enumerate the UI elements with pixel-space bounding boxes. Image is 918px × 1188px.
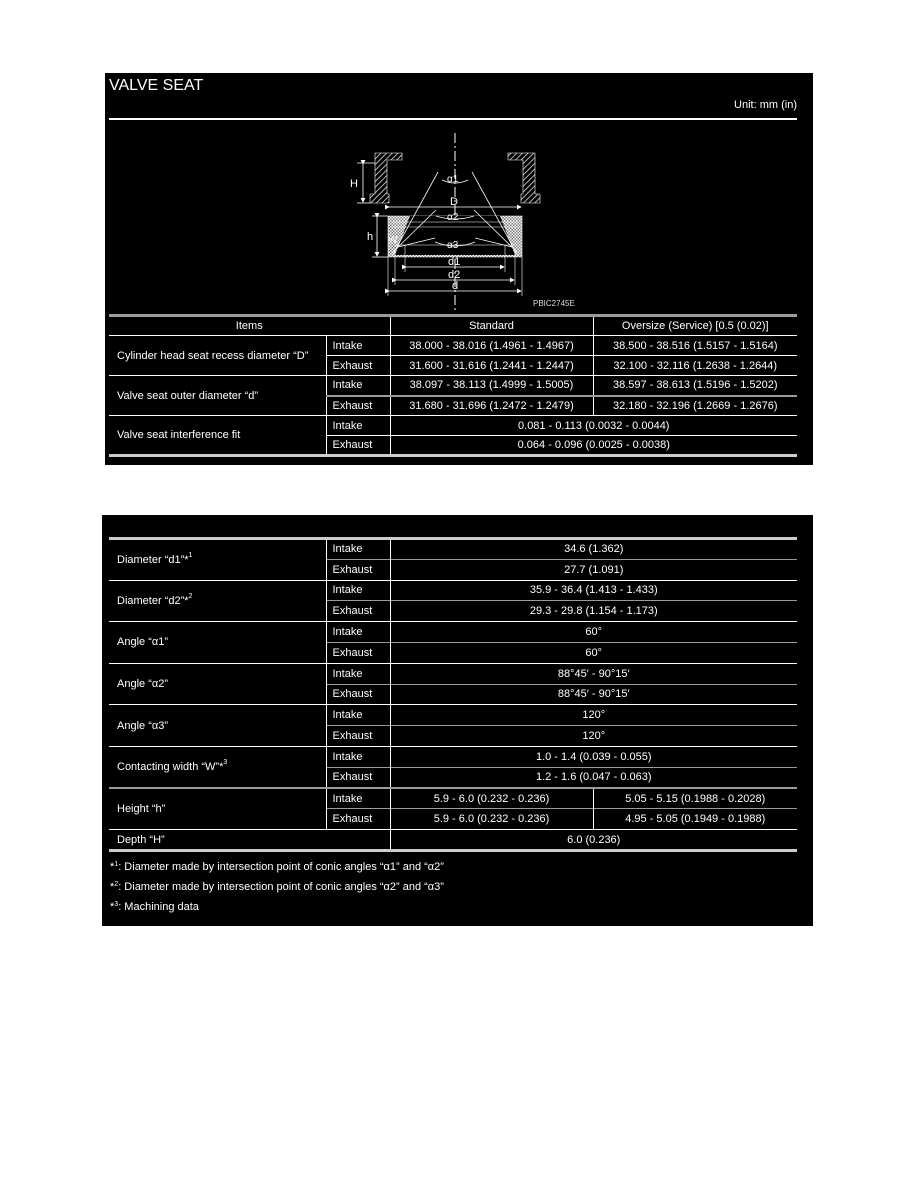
svg-text:α1: α1 bbox=[447, 174, 459, 185]
oversize-value: 4.95 - 5.05 (0.1949 - 0.1988) bbox=[593, 809, 797, 830]
svg-text:h: h bbox=[367, 231, 374, 243]
oversize-value: 38.500 - 38.516 (1.5157 - 1.5164) bbox=[593, 336, 797, 356]
value: 88°45′ - 90°15′ bbox=[390, 663, 797, 684]
footnote: *$^2$: Diameter made by intersection point of conic angles “α2” and “α3” bbox=[110, 881, 444, 893]
footnote: *$^3$: Machining data bbox=[110, 901, 199, 913]
valve-seat-spec-table bbox=[109, 314, 797, 457]
value: 1.0 - 1.4 (0.039 - 0.055) bbox=[390, 746, 797, 767]
section-title: VALVE SEAT bbox=[109, 77, 204, 94]
table-header-row bbox=[109, 316, 797, 336]
table-row bbox=[109, 746, 797, 767]
fit-value: 0.064 - 0.096 (0.0025 - 0.0038) bbox=[390, 436, 797, 456]
header-standard: Standard bbox=[390, 316, 593, 336]
value: 60° bbox=[390, 622, 797, 643]
item-label: Valve seat outer diameter “d” bbox=[109, 376, 326, 416]
sub-label: Intake bbox=[326, 336, 390, 356]
sub-label: Exhaust bbox=[326, 642, 390, 663]
table-row bbox=[109, 830, 797, 851]
valve-seat-dimensions-panel bbox=[102, 515, 813, 926]
sub-label: Exhaust bbox=[326, 436, 390, 456]
item-label: Contacting width “W”*$^3$ bbox=[109, 746, 326, 788]
item-label: Depth “H” bbox=[109, 830, 390, 851]
standard-value: 31.680 - 31.696 (1.2472 - 1.2479) bbox=[390, 396, 593, 416]
footnotes bbox=[110, 857, 444, 917]
sub-label: Intake bbox=[326, 746, 390, 767]
value: 60° bbox=[390, 642, 797, 663]
oversize-value: 32.180 - 32.196 (1.2669 - 1.2676) bbox=[593, 396, 797, 416]
sub-label: Intake bbox=[326, 622, 390, 643]
sub-label: Intake bbox=[326, 705, 390, 726]
sub-label: Intake bbox=[326, 376, 390, 396]
oversize-value: 32.100 - 32.116 (1.2638 - 1.2644) bbox=[593, 356, 797, 376]
fit-value: 0.081 - 0.113 (0.0032 - 0.0044) bbox=[390, 416, 797, 436]
standard-value: 38.000 - 38.016 (1.4961 - 1.4967) bbox=[390, 336, 593, 356]
sub-label: Intake bbox=[326, 788, 390, 809]
unit-label: Unit: mm (in) bbox=[734, 99, 797, 111]
valve-seat-dimensions-table bbox=[109, 537, 797, 852]
svg-text:D: D bbox=[450, 196, 458, 208]
sub-label: Exhaust bbox=[326, 559, 390, 580]
sub-label: Intake bbox=[326, 416, 390, 436]
sub-label: Exhaust bbox=[326, 726, 390, 747]
table-row bbox=[109, 788, 797, 809]
table-row bbox=[109, 580, 797, 601]
diagram-code: PBIC2745E bbox=[533, 299, 575, 308]
value: 29.3 - 29.8 (1.154 - 1.173) bbox=[390, 601, 797, 622]
sub-label: Exhaust bbox=[326, 684, 390, 705]
table-row bbox=[109, 705, 797, 726]
value: 35.9 - 36.4 (1.413 - 1.433) bbox=[390, 580, 797, 601]
svg-text:α2: α2 bbox=[447, 212, 459, 223]
item-label: Angle “α1” bbox=[109, 622, 326, 664]
value: 34.6 (1.362) bbox=[390, 539, 797, 560]
svg-text:α3: α3 bbox=[447, 240, 459, 251]
oversize-value: 38.597 - 38.613 (1.5196 - 1.5202) bbox=[593, 376, 797, 396]
standard-value: 38.097 - 38.113 (1.4999 - 1.5005) bbox=[390, 376, 593, 396]
table-row bbox=[109, 336, 797, 356]
item-label: Diameter “d2”*$^2$ bbox=[109, 580, 326, 622]
footnote: *$^1$: Diameter made by intersection point of conic angles “α1” and “α2” bbox=[110, 861, 444, 873]
valve-seat-spec-panel bbox=[105, 73, 813, 465]
value: 1.2 - 1.6 (0.047 - 0.063) bbox=[390, 767, 797, 788]
sub-label: Intake bbox=[326, 539, 390, 560]
sub-label: Intake bbox=[326, 580, 390, 601]
value: 27.7 (1.091) bbox=[390, 559, 797, 580]
value: 88°45′ - 90°15′ bbox=[390, 684, 797, 705]
svg-text:W: W bbox=[388, 235, 398, 246]
table-row bbox=[109, 663, 797, 684]
svg-text:H: H bbox=[350, 178, 358, 190]
sub-label: Exhaust bbox=[326, 601, 390, 622]
item-label: Valve seat interference fit bbox=[109, 416, 326, 456]
table-row bbox=[109, 416, 797, 436]
title-divider bbox=[109, 118, 797, 120]
item-label: Cylinder head seat recess diameter “D” bbox=[109, 336, 326, 376]
oversize-value: 5.05 - 5.15 (0.1988 - 0.2028) bbox=[593, 788, 797, 809]
value: 6.0 (0.236) bbox=[390, 830, 797, 851]
table-row bbox=[109, 376, 797, 396]
table-row bbox=[109, 622, 797, 643]
sub-label: Exhaust bbox=[326, 809, 390, 830]
standard-value: 31.600 - 31.616 (1.2441 - 1.2447) bbox=[390, 356, 593, 376]
svg-text:d: d bbox=[452, 280, 459, 292]
sub-label: Exhaust bbox=[326, 396, 390, 416]
value: 120° bbox=[390, 726, 797, 747]
standard-value: 5.9 - 6.0 (0.232 - 0.236) bbox=[390, 788, 593, 809]
standard-value: 5.9 - 6.0 (0.232 - 0.236) bbox=[390, 809, 593, 830]
header-oversize: Oversize (Service) [0.5 (0.02)] bbox=[593, 316, 797, 336]
sub-label: Exhaust bbox=[326, 767, 390, 788]
table-row bbox=[109, 539, 797, 560]
value: 120° bbox=[390, 705, 797, 726]
svg-text:d1: d1 bbox=[448, 256, 461, 268]
item-label: Angle “α2” bbox=[109, 663, 326, 705]
sub-label: Exhaust bbox=[326, 356, 390, 376]
item-label: Height “h” bbox=[109, 788, 326, 830]
valve-seat-diagram bbox=[330, 130, 580, 315]
header-items: Items bbox=[235, 320, 263, 332]
sub-label: Intake bbox=[326, 663, 390, 684]
item-label: Angle “α3” bbox=[109, 705, 326, 747]
svg-text:d2: d2 bbox=[448, 269, 461, 281]
item-label: Diameter “d1”*$^1$ bbox=[117, 551, 193, 566]
